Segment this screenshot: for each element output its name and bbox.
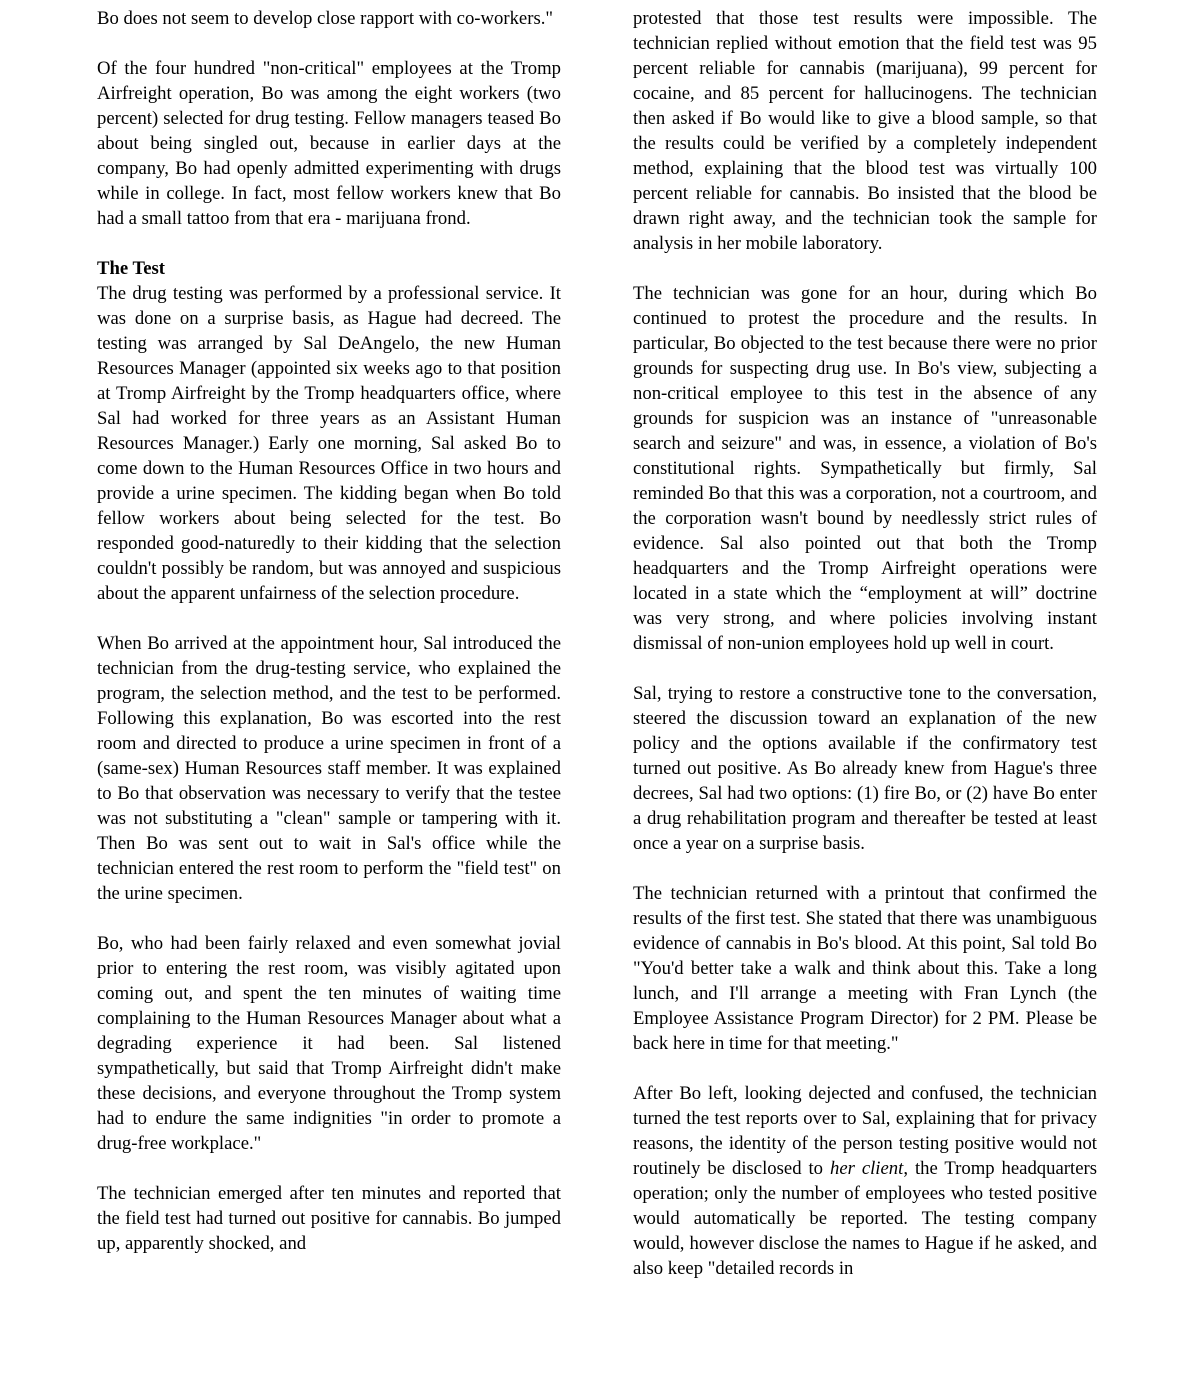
right-column <box>633 6 1097 1388</box>
paragraph-bo-objections <box>633 281 1097 656</box>
text-run: The technician was gone for an hour, during which Bo continued to protest the procedure and the results. In particular, Bo objected to the test because there were no prior grounds for suspecting drug use. In Bo's view, subjecting a non-critical employee to this test in the absence of any grounds for suspicion was an instance of "unreasonable search and seizure" and was, in essence, a violation of Bo's constitutional rights. Sympathetically but firmly, Sal reminded Bo that this was a corporation, not a courtroom, and the corporation wasn't bound by needlessly strict rules of evidence. Sal also pointed out that both the Tromp headquarters and the Tromp Airfreight operations were located in a state which the “employment at will” doctrine was very strong, and where policies involving instant dismissal of non-union employees hold up well in court. <box>633 283 1097 654</box>
paragraph-bo-agitated: Bo, who had been fairly relaxed and even somewhat jovial prior to entering the rest room, was visibly agitated upon coming out, and spent the ten minutes of waiting time complaining to the Human Resources Manager about what a degrading experience it had been. Sal listened sympathetically, but said that Tromp Airfreight didn't make these decisions, and everyone throughout the Tromp system had to endure the same indignities "in order to promote a drug-free workplace." <box>97 933 561 1154</box>
text-run: After Bo left, looking dejected and confused, the technician turned the test reports over to Sal, explaining that for privacy reasons, the identity of the person testing positive would not routinely be disclosed to <box>633 1083 1097 1179</box>
left-column <box>97 6 561 1388</box>
paragraph-field-test-positive: The technician emerged after ten minutes and reported that the field test had turned out positive for cannabis. Bo jumped up, apparently shocked, and <box>97 1183 561 1254</box>
paragraph-appointment-hour: When Bo arrived at the appointment hour, Sal introduced the technician from the drug-testing service, who explained the program, the selection method, and the test to be performed. Following this explanation, Bo was escorted into the rest room and directed to produce a urine specimen in front of a (same-sex) Human Resources staff member. It was explained to Bo that observation was necessary to verify that the testee was not substituting a "clean" sample or tampering with it. Then Bo was sent out to wait in Sal's office while the technician entered the rest room to perform the "field test" on the urine specimen. <box>97 633 561 904</box>
heading-the-test: The Test <box>97 258 166 279</box>
paragraph-privacy-reporting <box>633 1081 1097 1281</box>
paragraph-confirmed-results: The technician returned with a printout that confirmed the results of the first test. She stated that there was unambiguous evidence of cannabis in Bo's blood. At this point, Sal told Bo "You'd better take a walk and think about this. Take a long lunch, and I'll arrange a meeting with Fran Lynch (the Employee Assistance Program Director) for 2 PM. Please be back here in time for that meeting." <box>633 883 1097 1054</box>
paragraph-sal-options: Sal, trying to restore a constructive tone to the conversation, steered the discussion toward an explanation of the new policy and the options available if the confirmatory test turned out positive. As Bo already knew from Hague's three decrees, Sal had two options: (1) fire Bo, or (2) have Bo enter a drug rehabilitation program and thereafter be tested at least once a year on a surprise basis. <box>633 683 1097 854</box>
two-column-body <box>97 6 1097 1388</box>
paragraph-selection-for-testing: Of the four hundred "non-critical" employees at the Tromp Airfreight operation, Bo was among the eight workers (two percent) selected for drug testing. Fellow managers teased Bo about being singled out, because in earlier days at the company, Bo had openly admitted experimenting with drugs while in college. In fact, most fellow workers knew that Bo had a small tattoo from that era - marijuana frond. <box>97 58 561 229</box>
paragraph-testing-arranged: The drug testing was performed by a professional service. It was done on a surprise basis, as Hague had decreed. The testing was arranged by Sal DeAngelo, the new Human Resources Manager (appointed six weeks ago to that position at Tromp Airfreight by the Tromp headquarters office, where Sal had worked for three years as an Assistant Human Resources Manager.) Early one morning, Sal asked Bo to come down to the Human Resources Office in two hours and provide a urine specimen. The kidding began when Bo told fellow workers about being selected for the test. Bo responded good-naturedly to their kidding that the selection couldn't possibly be random, but was annoyed and suspicious about the apparent unfairness of the selection procedure. <box>97 283 561 604</box>
emphasis-her-client: her client <box>829 1158 904 1179</box>
text-run: , the Tromp headquarters operation; only the number of employees who tested positive would automatically be reported. The testing company would, however disclose the names to Hague if he asked, and also keep "detailed records in <box>633 1158 1097 1279</box>
paragraph-test-reliability: protested that those test results were impossible. The technician replied without emotion that the field test was 95 percent reliable for cannabis (marijuana), 99 percent for cocaine, and 85 percent for hallucinogens. The technician then asked if Bo would like to give a blood sample, so that the results could be verified by a completely independent method, explaining that the blood test was virtually 100 percent reliable for cannabis. Bo insisted that the blood be drawn right away, and the technician took the sample for analysis in her mobile laboratory. <box>633 8 1097 254</box>
paragraph-coworker-rapport: Bo does not seem to develop close rapport with co-workers." <box>97 8 554 29</box>
